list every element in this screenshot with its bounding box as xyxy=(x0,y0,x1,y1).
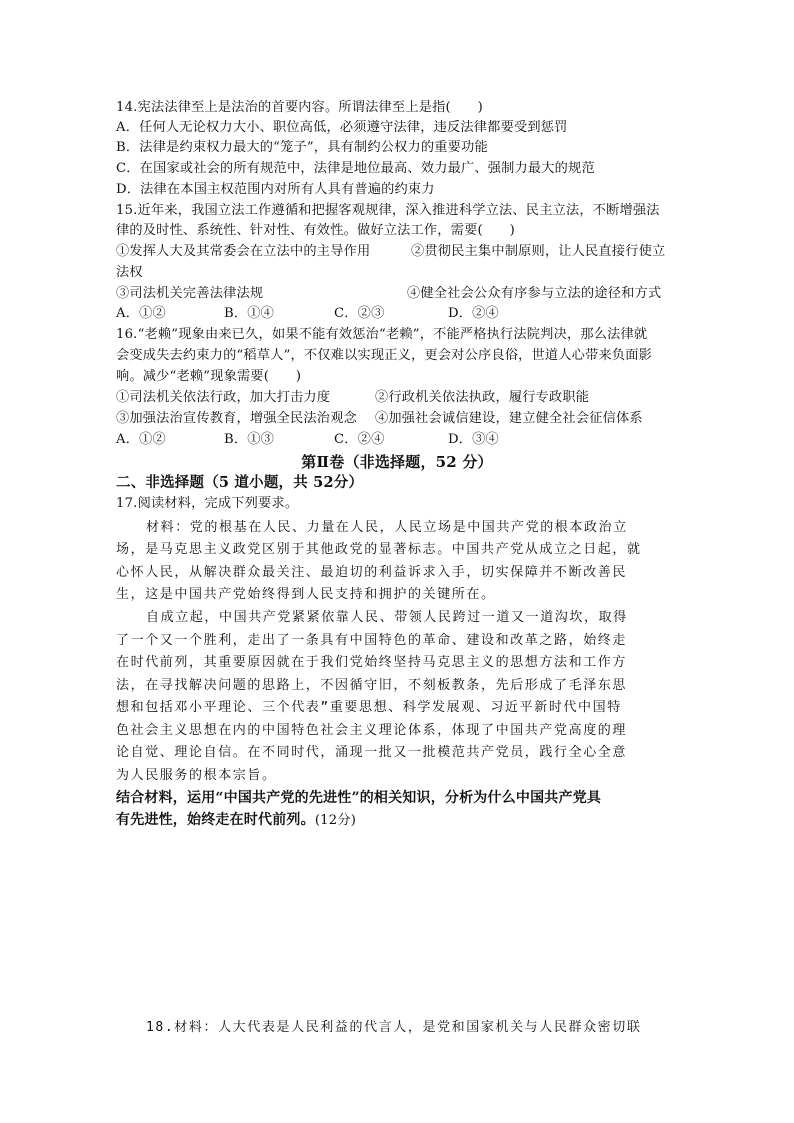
q15-choice-b: B．①④ xyxy=(224,306,275,321)
q15-stem-line2: 律的及时性、系统性、针对性、有效性。做好立法工作，需要( ) xyxy=(116,223,515,238)
q15-choice-d: D．②④ xyxy=(448,306,499,321)
part2-section-heading: 二、非选择题（5 道小题，共 52分） xyxy=(116,474,364,491)
q15-item-4: ④健全社会公众有序参与立法的途径和方式 xyxy=(407,286,662,301)
q16-stem-line2: 会变成失去约束力的“稻草人”，不仅难以实现正义，更会对公序良俗，世道人心带来负面影 xyxy=(116,348,652,363)
q17-para2-line3: 在时代前列，其重要原因就在于我们党始终坚持马克思主义的思想方法和工作方 xyxy=(116,655,628,670)
q16-choice-b: B．①③ xyxy=(224,432,275,447)
q15-item-3: ③司法机关完善法律法规 xyxy=(116,286,264,301)
q17-question-line2-row xyxy=(116,810,356,831)
q16-item-4: ④加强社会诚信建设，建立健全社会征信体系 xyxy=(375,411,643,426)
q18-text: 18.材料：人大代表是人民利益的代言人，是党和国家机关与人民群众密切联 xyxy=(146,1020,642,1035)
q17-intro: 17.阅读材料，完成下列要求。 xyxy=(116,496,299,511)
q15-item-2: ②贯彻民主集中制原则，让人民直接行使立 xyxy=(411,244,666,259)
q16-stem-line3: 响。减少“老赖”现象需要( ) xyxy=(116,369,302,384)
q16-choice-c: C．②④ xyxy=(334,432,385,447)
q14-option-d: D．法律在本国主权范围内对所有人具有普遍的约束力 xyxy=(116,182,435,197)
q15-item-2-cont: 法权 xyxy=(116,265,143,280)
q17-question-line2: 有先进性，始终走在时代前列。 xyxy=(116,812,315,828)
q14-option-b: B．法律是约束权力最大的“笼子”，具有制约公权力的重要功能 xyxy=(116,140,488,155)
q16-stem-line1: 16.“老赖”现象由来已久，如果不能有效惩治“老赖”，不能严格执行法院判决，那么法律就 xyxy=(116,327,648,342)
q15-stem-line1: 15.近年来，我国立法工作遵循和把握客观规律，深入推进科学立法、民主立法，不断增强法 xyxy=(116,203,660,218)
q16-choice-a: A．①② xyxy=(116,432,166,447)
q14-stem: 14.宪法法律至上是法治的首要内容。所谓法律至上是指( ) xyxy=(116,100,483,115)
q16-item-3: ③加强法治宣传教育，增强全民法治观念 xyxy=(116,411,357,426)
q17-para2-line8: 为人民服务的根本宗旨。 xyxy=(116,768,277,783)
q14-option-a: A．任何人无论权力大小、职位高低，必须遵守法律，违反法律都要受到惩罚 xyxy=(116,120,568,135)
q15-item-1: ①发挥人大及其常委会在立法中的主导作用 xyxy=(116,244,371,259)
part2-title: 第Ⅱ卷（非选择题，52 分） xyxy=(301,453,493,471)
q17-question-line1: 结合材料，运用“中国共产党的先进性”的相关知识，分析为什么中国共产党具 xyxy=(116,790,602,806)
q16-choice-d: D．③④ xyxy=(448,432,499,447)
q15-choice-c: C．②③ xyxy=(334,306,385,321)
q17-para1-line4: 生，这是中国共产党始终得到人民支持和拥护的关键所在。 xyxy=(116,587,496,602)
q16-item-1: ①司法机关依法行政，加大打击力度 xyxy=(116,390,331,405)
q17-para1-line1: 材料：党的根基在人民、力量在人民，人民立场是中国共产党的根本政治立 xyxy=(146,520,628,535)
q17-para2-line2: 了一个又一个胜利，走出了一条具有中国特色的革命、建设和改革之路，始终走 xyxy=(116,633,628,648)
q16-item-2: ②行政机关依法执政，履行专政职能 xyxy=(375,390,590,405)
q17-score: (12分) xyxy=(314,813,357,828)
q14-option-c: C．在国家或社会的所有规范中，法律是地位最高、效力最广、强制力最大的规范 xyxy=(116,161,595,176)
q17-para1-line3: 心怀人民，从解决群众最关注、最迫切的利益诉求入手，切实保障并不断改善民 xyxy=(116,565,628,580)
q17-para2-line5: 想和包括邓小平理论、三个代表”重要思想、科学发展观、习近平新时代中国特 xyxy=(116,700,622,715)
q17-para2-line1: 自成立起，中国共产党紧紧依靠人民、带领人民跨过一道又一道沟坎，取得 xyxy=(146,610,628,625)
q17-para2-line4: 法，在寻找解决问题的思路上，不因循守旧，不刻板教条，先后形成了毛泽东思 xyxy=(116,678,628,693)
q17-para2-line7: 论自觉、理论自信。在不同时代，涌现一批又一批模范共产党员，践行全心全意 xyxy=(116,745,628,760)
q17-para1-line2: 场，是马克思主义政党区别于其他政党的显著标志。中国共产党从成立之日起，就 xyxy=(116,542,642,557)
q15-choice-a: A．①② xyxy=(116,306,166,321)
q17-para2-line6: 色社会主义思想在内的中国特色社会主义理论体系，体现了中国共产党高度的理 xyxy=(116,723,628,738)
